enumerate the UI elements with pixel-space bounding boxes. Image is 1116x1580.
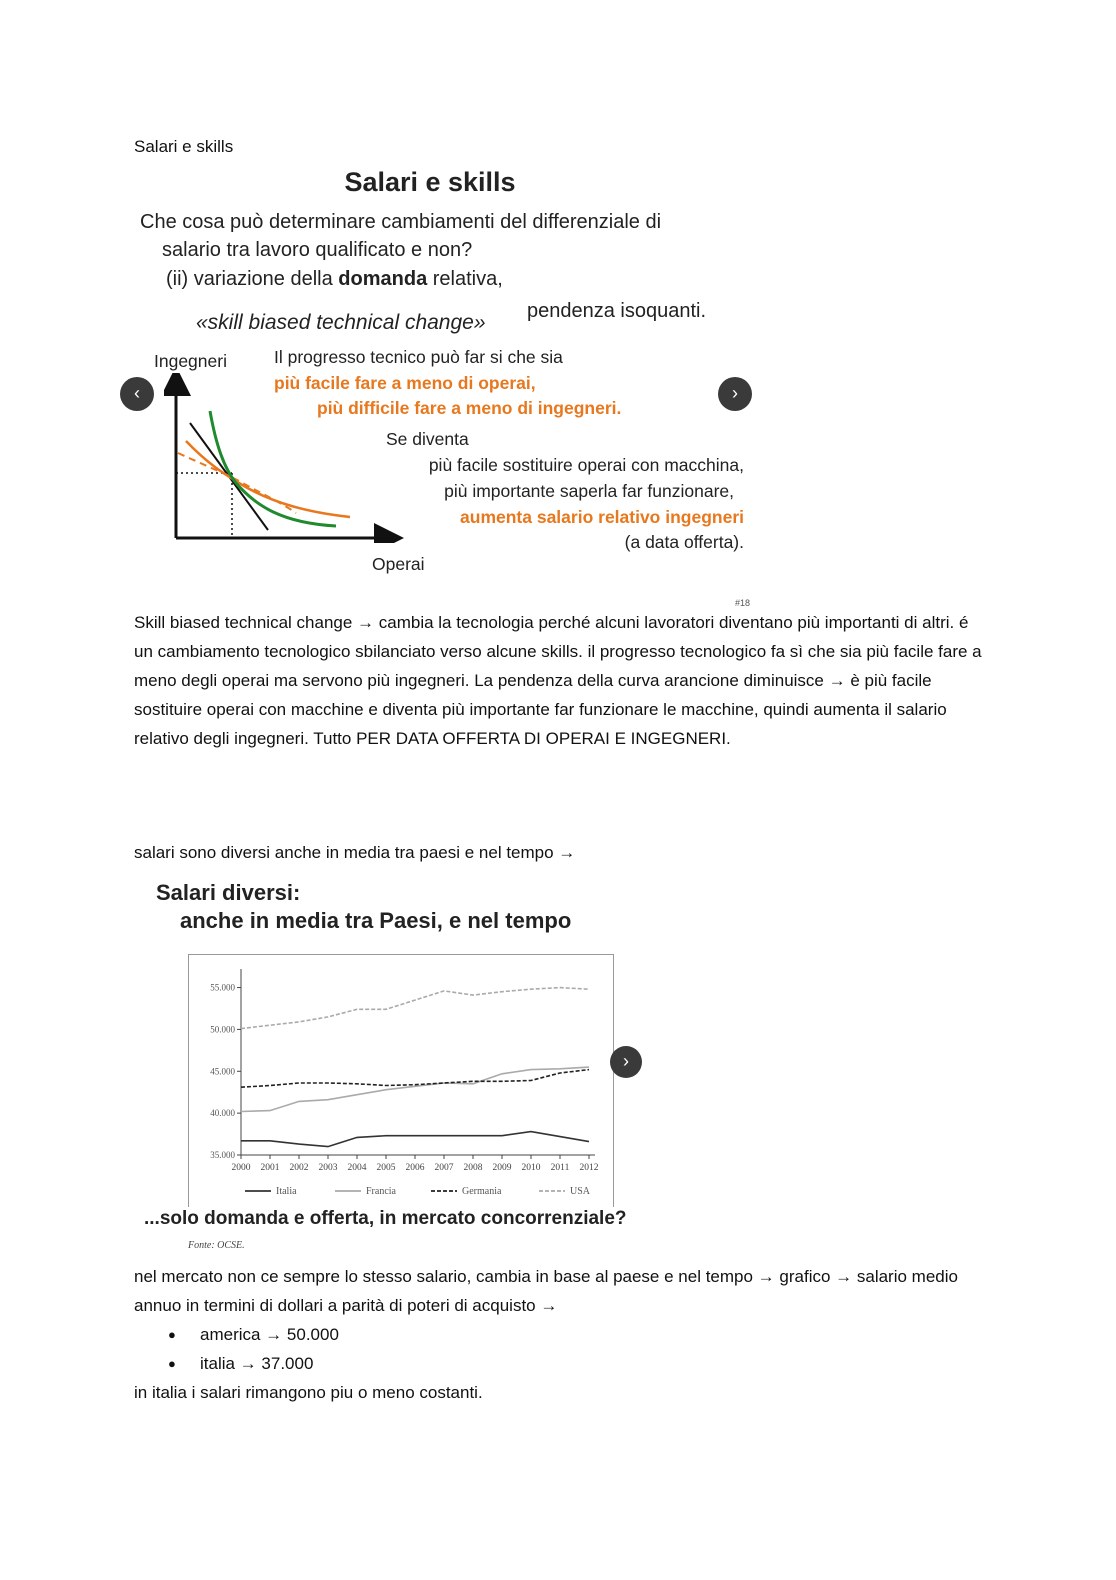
- y-tick-label: 45.000: [210, 1066, 235, 1077]
- slide2-title-line2: anche in media tra Paesi, e nel tempo: [180, 908, 572, 933]
- x-tick-label: 2005: [376, 1163, 396, 1173]
- q3-suffix: relativa,: [427, 268, 503, 290]
- y-tick-label: 50.000: [210, 1024, 235, 1035]
- x-tick-label: 2007: [434, 1163, 454, 1173]
- x-tick-label: 2008: [463, 1163, 483, 1173]
- y-tick-label: 40.000: [210, 1108, 235, 1119]
- list-item: ● italia → 37.000: [134, 1349, 339, 1378]
- x-tick-label: 2002: [289, 1163, 309, 1173]
- slide-question-line3: [166, 268, 503, 291]
- x-tick-label: 2010: [521, 1163, 541, 1173]
- series-line-germania: [241, 1070, 589, 1088]
- slide-number: #18: [734, 598, 750, 608]
- pendenza-label: pendenza isoquanti.: [527, 300, 707, 322]
- next-slide-button[interactable]: [718, 377, 752, 411]
- progress-line3: più difficile fare a meno di ingegneri.: [317, 398, 622, 418]
- paragraph-mercato: nel mercato non ce sempre lo stesso salario, cambia in base al paese e nel tempo → grafico → salario medio annuo in termini di dollari a parità di poteri di acquisto →: [134, 1267, 958, 1315]
- legend-label-francia: Francia: [366, 1186, 396, 1197]
- source-note: Fonte: OCSE.: [188, 1240, 245, 1251]
- x-tick-label: 2003: [318, 1163, 338, 1173]
- q3-bold: domanda: [338, 268, 428, 290]
- legend-label-usa: USA: [570, 1186, 591, 1197]
- paragraph-italia: in italia i salari rimangono piu o meno costanti.: [134, 1383, 483, 1402]
- sbtc-label: «skill biased technical change»: [196, 311, 486, 334]
- x-tick-label: 2012: [579, 1163, 599, 1173]
- wage-chart: [188, 954, 614, 1207]
- chevron-right-icon: ›: [732, 383, 738, 403]
- y-tick-label: 35.000: [210, 1150, 235, 1160]
- progress-line1: Il progresso tecnico può far si che sia: [274, 347, 563, 367]
- prev-slide-button[interactable]: [120, 377, 154, 411]
- paragraph-sbtc: Skill biased technical change → cambia la tecnologia perché alcuni lavoratori diventano più importanti di altri. é un cambiamento tecnologico sbilanciato verso alcune skills. il progresso tecnologico fa sì che sia più facile fare a meno degli operai ma servono più ingegneri. La pendenza della curva arancione diminuisce → è più facile sostituire operai con macchine e diventa più importante far funzionare le macchine, quindi aumenta il salario relativo degli ingegneri. Tutto PER DATA OFFERTA DI OPERAI E INGEGNERI.: [134, 613, 982, 748]
- slide-title: Salari e skills: [344, 167, 516, 197]
- x-tick-label: 2011: [550, 1163, 570, 1173]
- paragraph-salari-diversi: salari sono diversi anche in media tra paesi e nel tempo →: [134, 843, 576, 862]
- series-line-francia: [241, 1067, 589, 1111]
- wage-chart-svg: [189, 955, 613, 1207]
- bullet-list: [134, 1320, 339, 1378]
- right-text-3: aumenta salario relativo ingegneri: [460, 507, 744, 527]
- q3-prefix: (ii) variazione della: [166, 268, 339, 290]
- slide-salari-diversi: [134, 874, 642, 1254]
- x-tick-label: 2009: [492, 1163, 512, 1173]
- x-tick-label: 2004: [347, 1163, 367, 1173]
- slide-question-line1: Che cosa può determinare cambiamenti del differenziale di: [140, 211, 662, 233]
- chevron-left-icon: ‹: [134, 383, 140, 403]
- series-line-usa: [241, 988, 589, 1029]
- x-tick-label: 2000: [231, 1163, 251, 1173]
- right-text-1: più facile sostituire operai con macchina,: [428, 455, 744, 475]
- slide-salari-skills: [134, 165, 754, 608]
- legend-label-germania: Germania: [462, 1186, 502, 1197]
- chevron-right-icon: ›: [623, 1051, 629, 1071]
- axis-label-operai: Operai: [372, 554, 425, 574]
- slide2-question: ...solo domanda e offerta, in mercato concorrenziale?: [144, 1208, 627, 1229]
- slide2-title-line1: Salari diversi:: [156, 880, 301, 905]
- next-slide-button-2[interactable]: [610, 1046, 642, 1078]
- x-tick-label: 2006: [405, 1163, 425, 1173]
- se-diventa: Se diventa: [386, 429, 469, 449]
- progress-line2: più facile fare a meno di operai,: [274, 373, 536, 393]
- axis-label-ingegneri: Ingegneri: [154, 351, 227, 371]
- green-isoquant: [210, 411, 336, 526]
- legend-label-italia: Italia: [276, 1186, 297, 1197]
- x-tick-label: 2001: [260, 1163, 280, 1173]
- slide-question-line2: salario tra lavoro qualificato e non?: [162, 239, 473, 261]
- right-text-4: (a data offerta).: [624, 532, 744, 552]
- right-text-2: più importante saperla far funzionare,: [444, 481, 734, 501]
- series-line-italia: [241, 1132, 589, 1147]
- list-item: ● america → 50.000: [134, 1320, 339, 1349]
- y-tick-label: 55.000: [210, 982, 235, 993]
- document-title: Salari e skills: [134, 137, 234, 156]
